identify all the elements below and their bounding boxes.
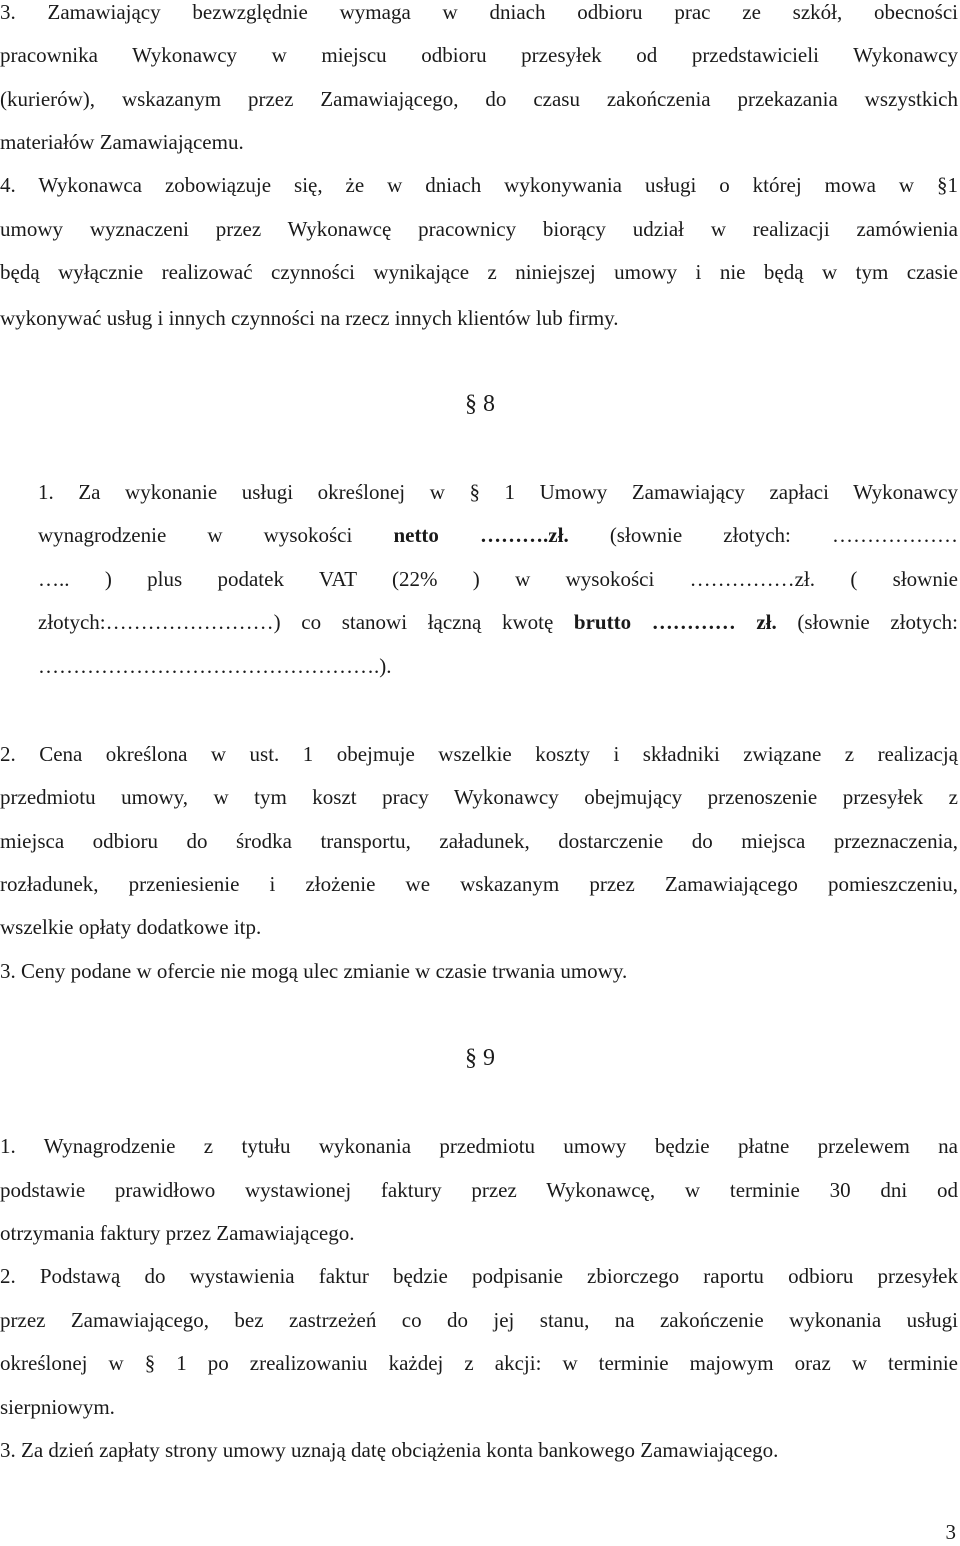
s9p2-line-2: przez Zamawiającego, bez zastrzeżeń co do jej stanu, na zakończenie wykonania usługi <box>0 1308 958 1332</box>
s9p2-line-3: określonej w § 1 po zrealizowaniu każdej z akcji: w terminie majowym oraz w terminie <box>0 1351 958 1375</box>
p3-line-4: materiałów Zamawiającemu. <box>0 130 244 154</box>
s9p3-line: 3. Za dzień zapłaty strony umowy uznają datę obciążenia konta bankowego Zamawiającego. <box>0 1438 779 1462</box>
s9p1-line-2: podstawie prawidłowo wystawionej faktury przez Wykonawcę, w terminie 30 dni od <box>0 1178 958 1202</box>
s8p2-line-3: miejsca odbioru do środka transportu, załadunek, dostarczenie do miejsca przeznaczenia, <box>0 829 958 853</box>
brutto-amount: brutto ………… zł. <box>573 610 777 634</box>
s8p1-line-5: ………………………………………….). <box>38 654 392 678</box>
s8p1-line-4 <box>38 608 958 636</box>
s8p1-line-2-c: (słownie złotych: ……………… <box>609 523 958 547</box>
s9p1-line-3: otrzymania faktury przez Zamawiającego. <box>0 1221 355 1245</box>
p3-line-1: 3. Zamawiający bezwzględnie wymaga w dniach odbioru prac ze szkół, obecności <box>0 0 958 24</box>
s8p1-line-4-c: (słownie złotych: <box>797 610 959 634</box>
p4-line-3: będą wyłącznie realizować czynności wynikające z niniejszej umowy i nie będą w tym czasie <box>0 260 958 284</box>
s8p1-line-3: ….. ) plus podatek VAT (22% ) w wysokości ……………zł. ( słownie <box>38 567 958 591</box>
s8p3-line: 3. Ceny podane w ofercie nie mogą ulec zmianie w czasie trwania umowy. <box>0 959 628 983</box>
p3-line-3: (kurierów), wskazanym przez Zamawiającego, do czasu zakończenia przekazania wszystkich <box>0 87 958 111</box>
page-number: 3 <box>945 1520 956 1544</box>
p4-line-1: 4. Wykonawca zobowiązuje się, że w dniach wykonywania usługi o której mowa w §1 <box>0 173 958 197</box>
s8p2-line-5: wszelkie opłaty dodatkowe itp. <box>0 915 262 939</box>
section-8-heading: § 8 <box>465 391 495 417</box>
s8p2-line-4: rozładunek, przeniesienie i złożenie we wskazanym przez Zamawiającego pomieszczeniu, <box>0 872 958 896</box>
p4-line-4: wykonywać usług i innych czynności na rzecz innych klientów lub firmy. <box>0 306 619 330</box>
s8p1-line-1: 1. Za wykonanie usługi określonej w § 1 Umowy Zamawiający zapłaci Wykonawcy <box>38 480 958 504</box>
section-9-heading: § 9 <box>465 1045 495 1071</box>
netto-amount: netto ……….zł. <box>393 523 569 547</box>
s8p2-line-2: przedmiotu umowy, w tym koszt pracy Wykonawcy obejmujący przenoszenie przesyłek z <box>0 785 958 809</box>
s9p2-line-4: sierpniowym. <box>0 1395 115 1419</box>
s8p1-line-4-a: złotych:……………………) co stanowi łączną kwotę <box>38 610 554 634</box>
s8p1-line-2-a: wynagrodzenie w wysokości <box>38 523 353 547</box>
p4-line-2: umowy wyznaczeni przez Wykonawcę pracownicy biorący udział w realizacji zamówienia <box>0 217 958 241</box>
s8p1-line-2 <box>38 521 958 549</box>
s9p1-line-1: 1. Wynagrodzenie z tytułu wykonania przedmiotu umowy będzie płatne przelewem na <box>0 1134 958 1158</box>
s8p2-line-1: 2. Cena określona w ust. 1 obejmuje wszelkie koszty i składniki związane z realizacją <box>0 742 958 766</box>
s9p2-line-1: 2. Podstawą do wystawienia faktur będzie podpisanie zbiorczego raportu odbioru przesyłek <box>0 1264 958 1288</box>
p3-line-2: pracownika Wykonawcy w miejscu odbioru przesyłek od przedstawicieli Wykonawcy <box>0 43 958 67</box>
